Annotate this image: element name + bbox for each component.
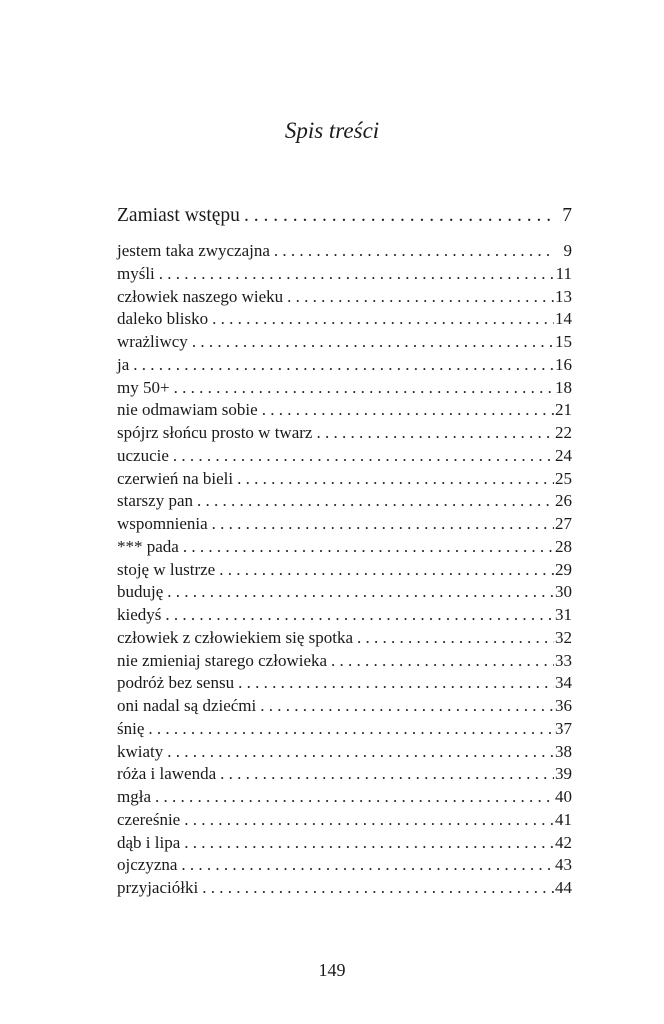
toc-entry-page: 37 [555,718,572,738]
toc-leader-dots [327,650,554,672]
toc-leader-dots [169,445,554,467]
toc-entry [117,468,572,490]
toc-entry [117,854,572,876]
toc-leader-dots [163,581,554,603]
toc-leader-dots [163,741,554,763]
toc-entry-page: 32 [555,627,572,647]
toc-entry-label: uczucie [117,445,169,465]
toc-entry [117,536,572,558]
toc-entry-page: 40 [555,787,572,806]
toc-entry [117,445,572,467]
toc-entry-label: Zamiast wstępu [117,205,240,226]
toc-entry-page: 36 [555,696,572,715]
toc-entry [117,513,572,535]
toc-entry-page: 30 [555,582,572,602]
toc-entry-label: jestem taka zwyczajna [117,241,270,260]
toc-entry-page: 27 [555,514,572,533]
toc-entry [117,263,572,285]
toc-leader-dots [233,468,554,490]
toc-entry [117,604,572,626]
toc-entry-page: 41 [555,809,572,829]
toc-entry-label: człowiek z człowiekiem się spotka [117,627,354,647]
toc-leader-dots [129,354,554,376]
toc-leader-dots [177,854,554,876]
toc-entry [117,832,572,854]
toc-entry [117,354,572,376]
toc-entry-label: śnię [117,718,145,738]
toc-entry-label: ojczyzna [117,855,178,875]
toc-entry-page: 38 [555,741,572,761]
toc-entry-label: przyjaciółki [117,878,199,897]
toc-entry [117,399,572,421]
toc-leader-dots [180,809,554,831]
toc-entry-label: ja [117,354,130,374]
toc-leader-dots [256,695,554,717]
toc-entry-page: 26 [555,491,572,511]
toc-leader-dots [208,513,554,535]
toc-entry-page: 7 [562,205,572,226]
toc-entry-page: 43 [555,855,572,875]
toc-leader-dots [193,490,554,512]
toc-entry-page: 25 [555,468,572,488]
toc-leader-dots [161,604,554,626]
toc-entry-page: 24 [555,445,572,465]
toc-entry-page: 16 [555,354,572,374]
toc-entry-page: 9 [563,241,572,260]
toc-entry-page: 18 [555,377,572,397]
toc-entry-page: 11 [555,263,572,283]
toc-entry-label: czereśnie [117,809,181,829]
toc-entry-label: wrażliwcy [117,332,188,351]
toc-entry [117,718,572,740]
toc-entry [117,559,572,581]
toc-entry-page: 13 [555,286,572,306]
toc-entry-label: myśli [117,263,155,283]
toc-entry-page: 15 [555,332,572,351]
toc-leader-dots [283,286,554,308]
toc-entry [117,581,572,603]
toc-entry-page: 22 [555,423,572,442]
toc-entry [117,627,572,649]
toc-entry-label: czerwień na bieli [117,468,234,488]
toc-entry [117,490,572,512]
toc-entry-page: 44 [555,878,572,897]
toc-entry-label: róża i lawenda [117,764,217,784]
toc-entry-label: wspomnienia [117,514,208,533]
toc-leader-dots [170,377,554,399]
toc-entry-label: daleko blisko [117,309,209,329]
toc-entry-label: my 50+ [117,377,170,397]
toc-entry [117,331,572,353]
toc-leader-dots [215,559,554,581]
toc-leader-dots [312,422,554,444]
toc-entry [117,809,572,831]
toc-leader-dots [353,627,554,649]
toc-entry-intro [117,203,572,229]
toc-entry-label: podróż bez sensu [117,673,235,693]
toc-entry [117,786,572,808]
toc-entry-page: 29 [555,559,572,579]
toc-entry-label: buduję [117,582,164,602]
toc-entry [117,650,572,672]
page-title: Spis treści [284,118,380,143]
toc-entry-label: *** pada [117,536,179,556]
toc-leader-dots [258,399,554,421]
toc-leader-dots [179,536,554,558]
toc-leader-dots [270,240,554,262]
toc-leader-dots [240,203,554,229]
toc-entry-label: nie zmieniaj starego człowieka [117,650,328,670]
toc-leader-dots [234,672,554,694]
toc-leader-dots [155,263,554,285]
toc-entry [117,672,572,694]
toc-entry-label: oni nadal są dziećmi [117,696,257,715]
toc-leader-dots [144,718,554,740]
toc-entry-label: człowiek naszego wieku [117,286,284,306]
toc-entry [117,695,572,717]
toc-entry-label: starszy pan [117,491,194,511]
toc-leader-dots [208,308,554,330]
toc-leader-dots [216,763,554,785]
toc-entry [117,741,572,763]
toc-entry-label: nie odmawiam sobie [117,400,258,420]
toc-entry [117,286,572,308]
toc-entry-label: stoję w lustrze [117,559,216,579]
toc-entry [117,422,572,444]
toc-entry-label: kiedyś [117,605,162,624]
toc-entry [117,877,572,899]
toc-entry-page: 14 [555,309,572,329]
toc-leader-dots [198,877,554,899]
page-number: 149 [318,960,346,980]
toc-entry-page: 42 [555,832,572,852]
toc-entry-label: dąb i lipa [117,832,181,852]
toc-entry-page: 31 [555,605,572,624]
toc-entry [117,763,572,785]
toc-entry-label: mgła [117,787,151,806]
toc-entry-page: 28 [555,536,572,556]
toc-entry-page: 21 [555,400,572,420]
toc-entry [117,308,572,330]
toc-leader-dots [151,786,554,808]
toc-leader-dots [188,331,554,353]
toc-entry [117,240,572,262]
toc-leader-dots [180,832,554,854]
toc-entry-label: kwiaty [117,741,164,761]
toc-entry-label: spójrz słońcu prosto w twarz [117,423,313,442]
toc-entry-page: 34 [555,673,572,693]
toc-entry-page: 33 [555,650,572,670]
toc-entry-page: 39 [555,764,572,784]
toc-entry [117,377,572,399]
